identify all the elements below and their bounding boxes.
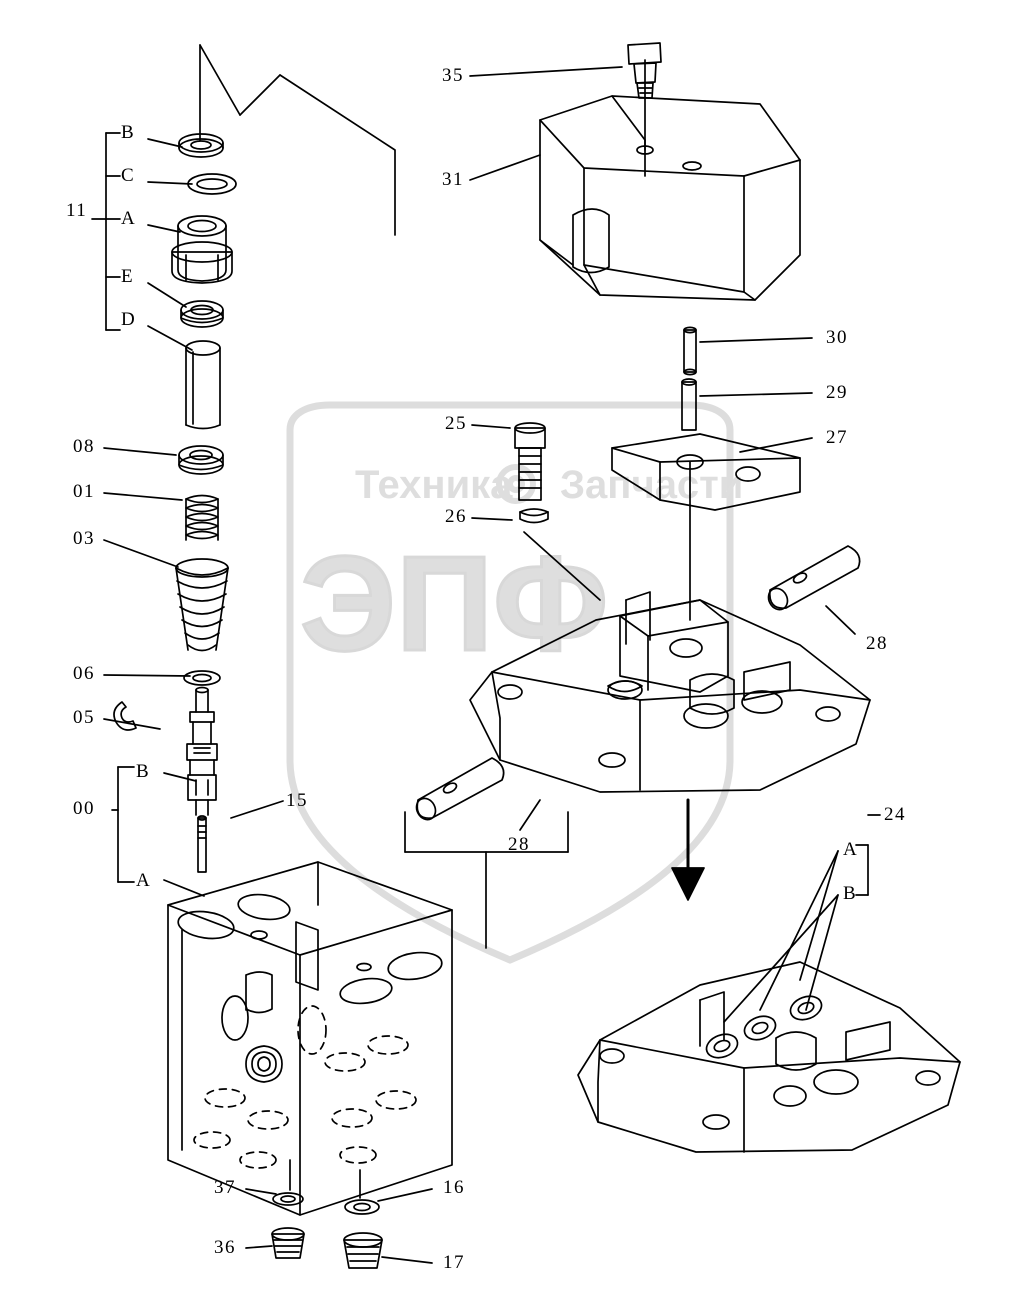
svg-text:ЭПФ: ЭПФ bbox=[300, 528, 609, 679]
callout-24-B: B bbox=[843, 883, 858, 904]
callout-24: 24 bbox=[884, 804, 906, 825]
callout-11-B: B bbox=[121, 122, 136, 143]
callout-11: 11 bbox=[66, 200, 88, 221]
svg-text:Техника: Техника bbox=[355, 463, 513, 507]
callout-24-A: A bbox=[843, 839, 859, 860]
callout-03: 03 bbox=[73, 528, 95, 549]
callout-28-bottom: 28 bbox=[508, 834, 530, 855]
callout-37: 37 bbox=[214, 1177, 236, 1198]
callout-31: 31 bbox=[442, 169, 464, 190]
callout-11-E: E bbox=[121, 266, 135, 287]
callout-01: 01 bbox=[73, 481, 95, 502]
callout-29: 29 bbox=[826, 382, 848, 403]
callout-11-D: D bbox=[121, 309, 137, 330]
callout-25: 25 bbox=[445, 413, 467, 434]
callout-00-A: A bbox=[136, 870, 152, 891]
callout-26: 26 bbox=[445, 506, 467, 527]
callout-30: 30 bbox=[826, 327, 848, 348]
callout-16: 16 bbox=[443, 1177, 465, 1198]
callout-11-C: C bbox=[121, 165, 136, 186]
callout-11-A: A bbox=[121, 208, 137, 229]
callout-17: 17 bbox=[443, 1252, 465, 1273]
callout-28-right: 28 bbox=[866, 633, 888, 654]
callout-06: 06 bbox=[73, 663, 95, 684]
callout-36: 36 bbox=[214, 1237, 236, 1258]
callout-00-B: B bbox=[136, 761, 151, 782]
callout-35: 35 bbox=[442, 65, 464, 86]
svg-text:Запчасти: Запчасти bbox=[560, 463, 744, 507]
callout-05: 05 bbox=[73, 707, 95, 728]
callout-08: 08 bbox=[73, 436, 95, 457]
callout-27: 27 bbox=[826, 427, 848, 448]
callout-15: 15 bbox=[286, 790, 308, 811]
callout-00: 00 bbox=[73, 798, 95, 819]
